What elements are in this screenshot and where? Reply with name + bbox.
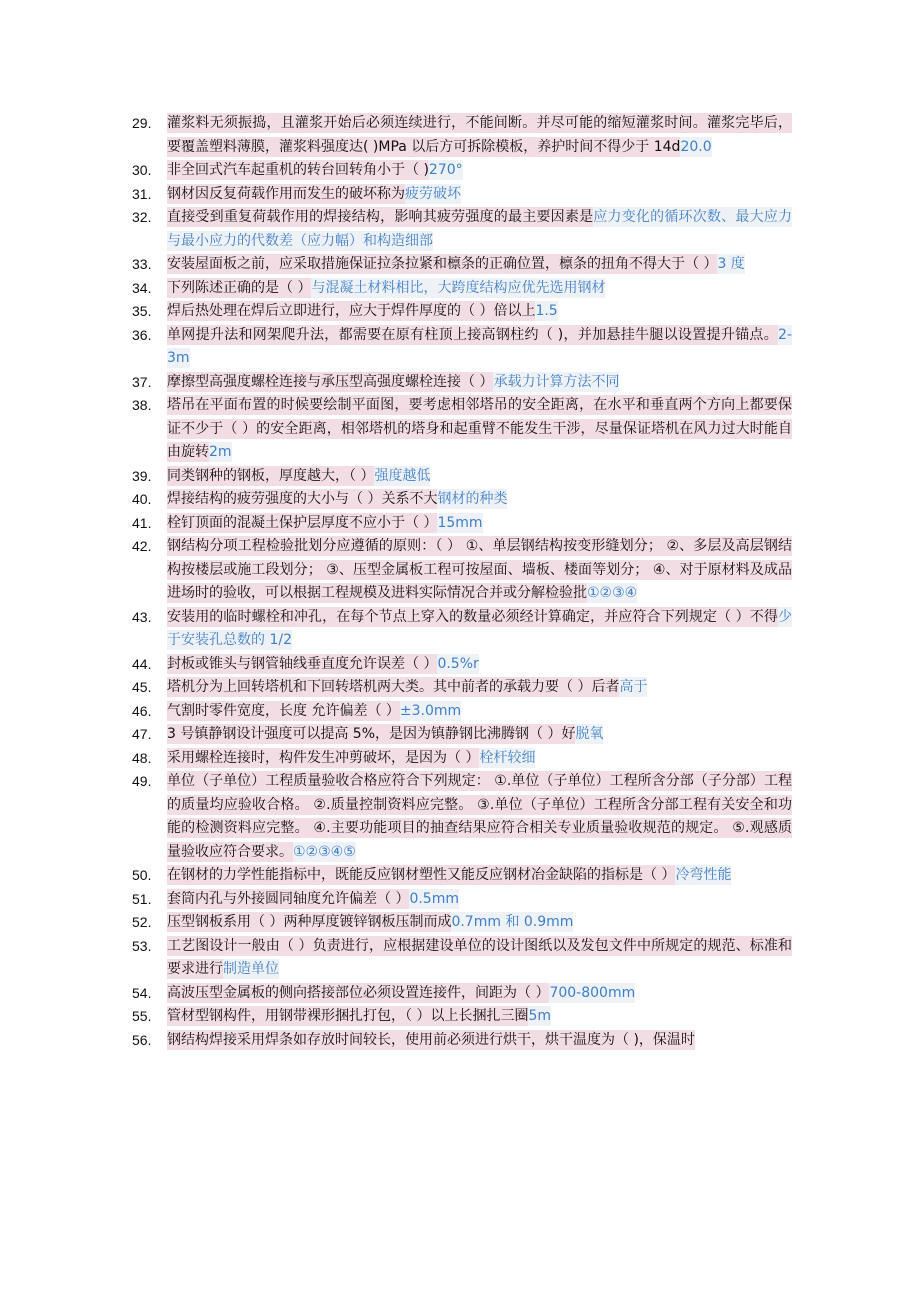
answer-text: 2-3m — [167, 326, 792, 366]
answer-text: 700-800mm — [549, 984, 636, 1001]
question-text: 套筒内孔与外接圆同轴度允许偏差（ ） — [167, 890, 410, 907]
question-number: 33. — [132, 256, 152, 272]
question-number: 54. — [132, 984, 152, 1001]
question-number: 38. — [132, 397, 152, 413]
question-number: 39. — [132, 467, 152, 484]
question-item — [132, 747, 792, 771]
question-number: 32. — [132, 209, 152, 225]
question-text: 单网提升法和网架爬升法，都需要在原有柱顶上接高钢柱约（ )，并加悬挂牛腿以设置提升锚点。 — [167, 326, 779, 343]
question-item — [132, 112, 792, 159]
question-item — [132, 653, 792, 677]
answer-text: 强度越低 — [374, 467, 431, 484]
answer-text: 应力变化的循环次数、最大应力与最小应力的代数差（应力幅）和构造细部 — [167, 209, 793, 249]
question-number: 36. — [132, 326, 152, 343]
question-item — [132, 606, 792, 653]
question-item — [132, 206, 792, 253]
answer-text: ±3.0mm — [399, 702, 462, 719]
answer-text: ①②③④ — [587, 585, 638, 601]
question-item — [132, 371, 792, 395]
question-item — [132, 535, 792, 606]
question-text: 安装用的临时螺栓和冲孔，在每个节点上穿入的数量必须经计算确定，并应符合下列规定（ ）不得 — [167, 608, 778, 625]
answer-text: 承载力计算方法不同 — [493, 373, 620, 390]
question-number: 31. — [132, 185, 152, 202]
question-text: 直接受到重复荷载作用的焊接结构，影响其疲劳强度的最主要因素是 — [167, 209, 594, 225]
answer-text: 与混凝土材料相比，大跨度结构应优先选用钢材 — [311, 279, 606, 296]
question-item — [132, 982, 792, 1006]
question-item — [132, 676, 792, 700]
question-number: 41. — [132, 514, 152, 531]
question-item — [132, 770, 792, 864]
question-number: 37. — [132, 373, 152, 390]
question-list — [132, 112, 792, 1052]
question-text: 管材型钢构件，用钢带裸形捆扎打包，（ ）以上长捆扎三圈 — [167, 1008, 529, 1024]
question-text: 高波压型金属板的侧向搭接部位必须设置连接件，间距为（ ） — [167, 984, 550, 1001]
question-text: 焊后热处理在焊后立即进行，应大于焊件厚度的（ ）倍以上 — [167, 303, 536, 319]
question-number: 46. — [132, 702, 152, 719]
question-text: 单位（子单位）工程质量验收合格应符合下列规定： ①.单位（子单位）工程所含分部（子分部）工程的质量均应验收合格。 ②.质量控制资料应完整。 ③.单位（子单位）工程所含分部工程有关安全和功能的检测资料应完整。 ④.主要功能项目的抽查结果应符合相关专业质量验收规范的规定。 ⑤.观感质量验收应符合要求。 — [167, 773, 792, 860]
question-number: 43. — [132, 608, 152, 625]
answer-text: 冷弯性能 — [675, 867, 732, 883]
question-text: 封板或锥头与钢管轴线垂直度允许误差（ ） — [167, 655, 438, 672]
question-number: 42. — [132, 538, 152, 554]
question-number: 47. — [132, 726, 152, 742]
question-text: 塔机分为上回转塔机和下回转塔机两大类。其中前者的承载力要（ ）后者 — [167, 679, 620, 695]
question-item — [132, 253, 792, 277]
question-number: 44. — [132, 655, 152, 672]
question-text: 钢结构分项工程检验批划分应遵循的原则：（ ） ①、单层钢结构按变形缝划分； ②、多层及高层钢结构按楼层或施工段划分； ③、压型金属板工程可按屋面、墙板、楼面等划分； ④、对于原材料及成品进场时的验收，可以根据工程规模及进料实际情况合并或分解检验批 — [167, 538, 792, 601]
question-item — [132, 183, 792, 207]
question-number: 56. — [132, 1031, 152, 1048]
answer-text: 栓杆较细 — [479, 749, 536, 766]
question-item — [132, 1005, 792, 1029]
question-text: 同类钢种的钢板，厚度越大，（ ） — [167, 467, 375, 484]
question-number: 30. — [132, 162, 152, 178]
answer-text: 270° — [428, 162, 463, 178]
question-number: 34. — [132, 279, 152, 296]
question-number: 48. — [132, 749, 152, 766]
question-item — [132, 864, 792, 888]
question-text: 灌浆料无须振捣，且灌浆开始后必须连续进行，不能间断。并尽可能的缩短灌浆时间。灌浆完毕后，要覆盖塑料薄膜，灌浆料强度达( )MPa 以后方可拆除模板，养护时间不得少于 14d — [167, 115, 792, 155]
answer-text: 3 度 — [717, 256, 745, 272]
question-text: 压型钢板系用（ ）两种厚度镀锌钢板压制而成 — [167, 914, 452, 930]
question-text: 在钢材的力学性能指标中，既能反应钢材塑性又能反应钢材冶金缺陷的指标是（ ） — [167, 867, 676, 883]
answer-text: 0.7mm 和 0.9mm — [451, 914, 574, 930]
question-text: 气割时零件宽度，长度 允许偏差（ ） — [167, 702, 400, 719]
question-item — [132, 700, 792, 724]
question-text: 钢结构焊接采用焊条如存放时间较长，使用前必须进行烘干，烘干温度为（ )，保温时 — [167, 1031, 695, 1048]
question-item — [132, 159, 792, 183]
question-number: 51. — [132, 890, 152, 907]
question-number: 40. — [132, 491, 152, 507]
answer-text: 脱氧 — [575, 726, 604, 742]
question-number: 53. — [132, 937, 152, 954]
question-text: 塔吊在平面布置的时候要绘制平面图，要考虑相邻塔吊的安全距离，在水平和垂直两个方向上都要保证不少于（ ）的安全距离，相邻塔机的塔身和起重臂不能发生干涉，尽量保证塔机在风力过大时能自由旋转 — [167, 397, 792, 460]
answer-text: 20.0 — [680, 138, 712, 155]
question-item — [132, 277, 792, 301]
question-text: 安装屋面板之前，应采取措施保证拉条拉紧和檩条的正确位置，檩条的扭角不得大于（ ） — [167, 256, 718, 272]
answer-text: 制造单位 — [223, 961, 279, 977]
answer-text: 1.5 — [535, 303, 558, 319]
answer-text: 15mm — [437, 514, 483, 531]
question-text: 摩擦型高强度螺栓连接与承压型高强度螺栓连接（ ） — [167, 373, 494, 390]
question-text: 工艺图设计一般由（ ）负责进行，应根据建设单位的设计图纸以及发包文件中所规定的规范、标准和要求进行 — [167, 937, 792, 977]
question-number: 45. — [132, 679, 152, 695]
answer-text: 0.5mm — [409, 890, 459, 907]
question-text: 采用螺栓连接时，构件发生冲剪破坏，是因为（ ） — [167, 749, 480, 766]
answer-text: 疲劳破坏 — [405, 185, 461, 202]
question-number: 49. — [132, 773, 152, 789]
question-text: 栓钉顶面的混凝土保护层厚度不应小于（ ） — [167, 514, 438, 531]
question-item — [132, 465, 792, 489]
question-item — [132, 324, 792, 371]
question-text: 3 号镇静钢设计强度可以提高 5%，是因为镇静钢比沸腾钢（ ）好 — [167, 726, 576, 742]
question-number: 35. — [132, 303, 152, 319]
answer-text: 2m — [209, 444, 232, 460]
answer-text: 钢材的种类 — [437, 491, 508, 507]
question-item — [132, 394, 792, 465]
question-item — [132, 300, 792, 324]
question-text: 焊接结构的疲劳强度的大小与（ ）关系不大 — [167, 491, 438, 507]
answer-text: 0.5%r — [437, 655, 479, 672]
question-text: 下列陈述正确的是（ ） — [167, 279, 312, 296]
answer-text: 5m — [528, 1008, 551, 1024]
question-item — [132, 911, 792, 935]
question-text: 非全回式汽车起重机的转台回转角小于（ ) — [167, 162, 429, 178]
question-item — [132, 488, 792, 512]
question-number: 55. — [132, 1008, 152, 1024]
answer-text: 少于安装孔总数的 1/2 — [167, 608, 792, 648]
question-number: 50. — [132, 867, 152, 883]
question-number: 52. — [132, 914, 152, 930]
question-item — [132, 512, 792, 536]
question-text: 钢材因反复荷载作用而发生的破坏称为 — [167, 185, 405, 202]
answer-text: ①②③④⑤ — [293, 843, 356, 860]
question-item — [132, 723, 792, 747]
question-item — [132, 935, 792, 982]
question-item — [132, 1029, 792, 1053]
question-number: 29. — [132, 115, 152, 131]
question-item — [132, 888, 792, 912]
answer-text: 高于 — [619, 679, 648, 695]
